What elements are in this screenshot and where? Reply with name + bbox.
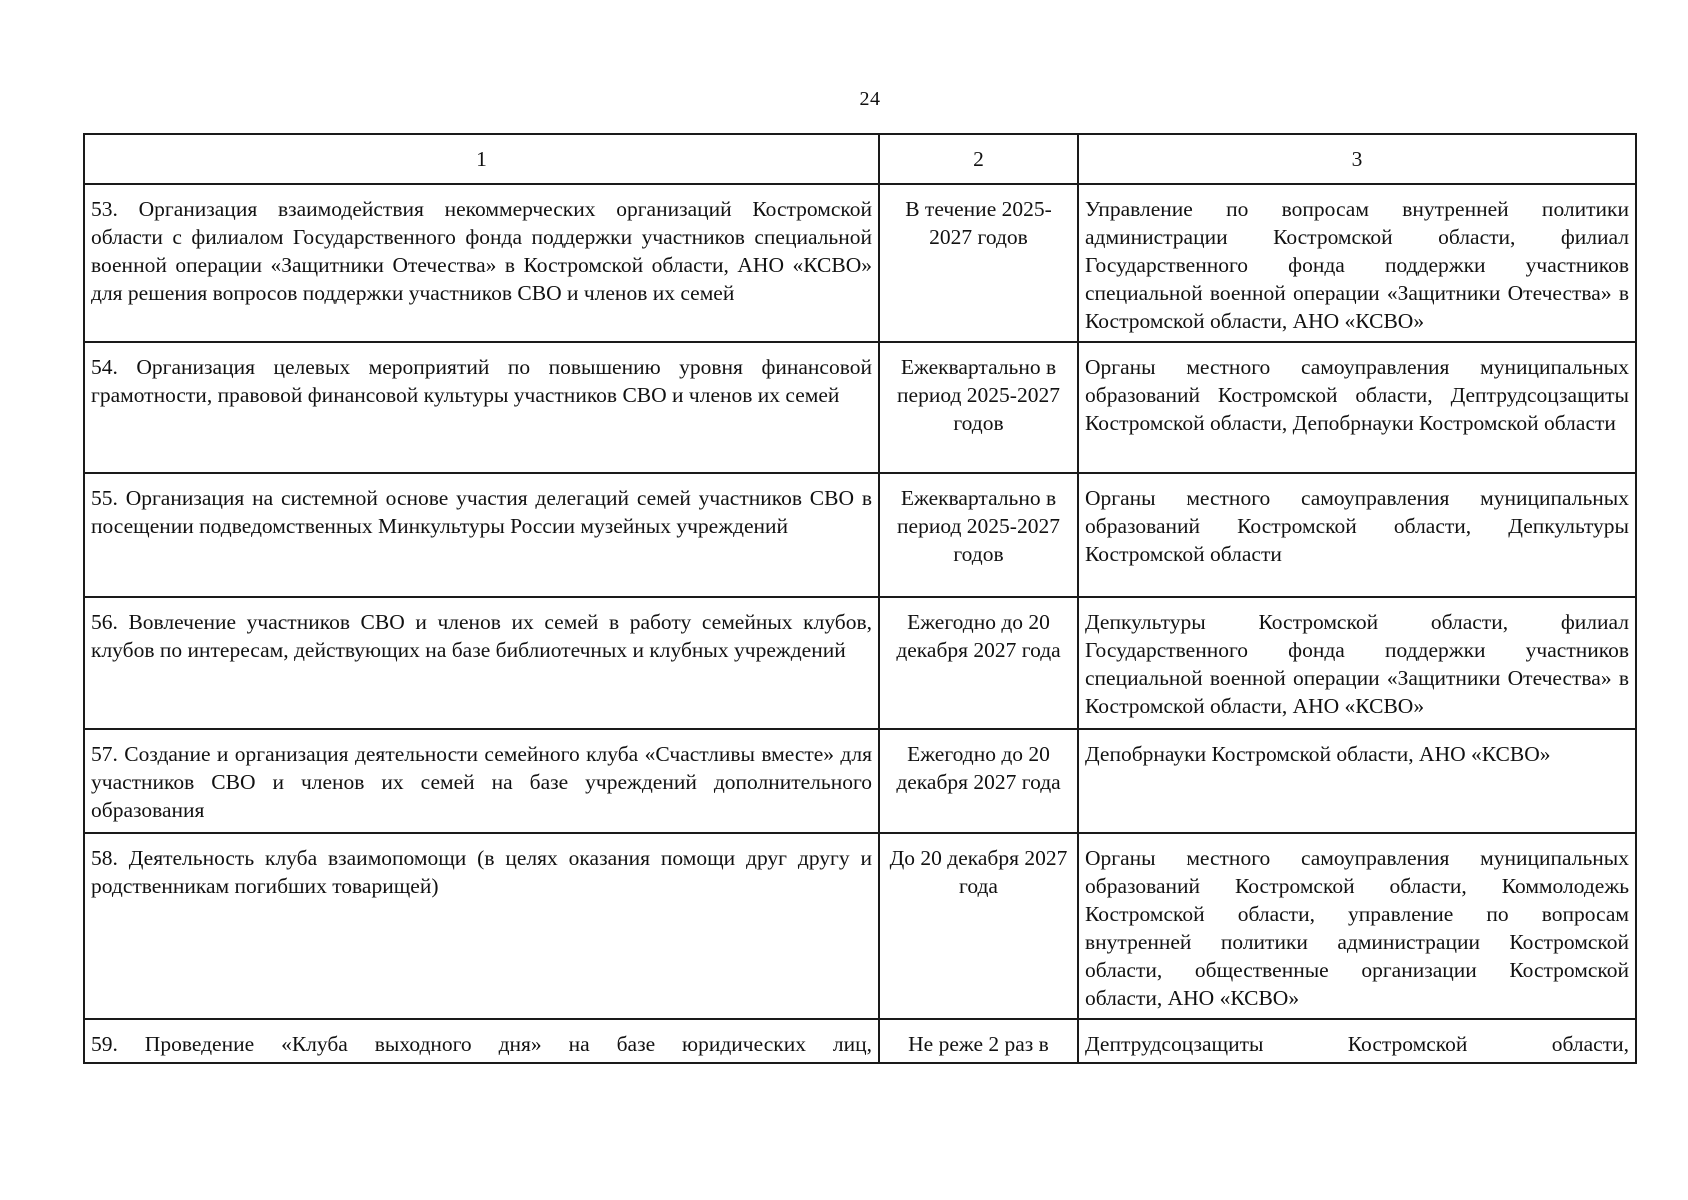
table-row xyxy=(84,342,1636,473)
table-row xyxy=(84,473,1636,597)
term-cell: До 20 декабря 2027 года xyxy=(889,846,1068,898)
column-header-3: 3 xyxy=(1078,134,1636,184)
task-cell: 57. Создание и организация деятельности семейного клуба «Счастливы вместе» для участников СВО и членов их семей на базе учреждений дополнительного образования xyxy=(91,742,872,822)
task-cell: 59. Проведение «Клуба выходного дня» на базе юридических лиц, xyxy=(91,1032,872,1056)
term-cell: Не реже 2 раз в xyxy=(908,1032,1049,1056)
responsible-cell: Депобрнауки Костромской области, АНО «КСВО» xyxy=(1085,742,1551,766)
table-header-row xyxy=(84,134,1636,184)
table-row xyxy=(84,729,1636,833)
table-row xyxy=(84,833,1636,1019)
table-row xyxy=(84,1019,1636,1063)
term-cell: Ежеквартально в период 2025-2027 годов xyxy=(897,486,1060,566)
action-plan-table xyxy=(83,133,1637,1064)
task-cell: 55. Организация на системной основе участия делегаций семей участников СВО в посещении подведомственных Минкультуры России музейных учреждений xyxy=(91,486,872,538)
column-header-1: 1 xyxy=(84,134,879,184)
task-cell: 56. Вовлечение участников СВО и членов их семей в работу семейных клубов, клубов по интересам, действующих на базе библиотечных и клубных учреждений xyxy=(91,610,872,662)
table-row xyxy=(84,597,1636,729)
term-cell: В течение 2025-2027 годов xyxy=(905,197,1052,249)
task-cell: 54. Организация целевых мероприятий по повышению уровня финансовой грамотности, правовой финансовой культуры участников СВО и членов их семей xyxy=(91,355,872,407)
responsible-cell: Органы местного самоуправления муниципальных образований Костромской области, Дептрудсоцзащиты Костромской области, Депобрнауки Костромской области xyxy=(1085,355,1629,435)
responsible-cell: Органы местного самоуправления муниципальных образований Костромской области, Коммолодежь Костромской области, управление по вопросам внутренней политики администрации Костромской области, общественные организации Костромской области, АНО «КСВО» xyxy=(1085,846,1629,1010)
responsible-cell: Управление по вопросам внутренней политики администрации Костромской области, филиал Государственного фонда поддержки участников специальной военной операции «Защитники Отечества» в Костромской области, АНО «КСВО» xyxy=(1085,197,1629,333)
term-cell: Ежегодно до 20 декабря 2027 года xyxy=(896,610,1061,662)
task-cell: 58. Деятельность клуба взаимопомощи (в целях оказания помощи друг другу и родственникам погибших товарищей) xyxy=(91,846,872,898)
column-header-2: 2 xyxy=(879,134,1078,184)
term-cell: Ежегодно до 20 декабря 2027 года xyxy=(896,742,1061,794)
term-cell: Ежеквартально в период 2025-2027 годов xyxy=(897,355,1060,435)
table-row xyxy=(84,184,1636,342)
responsible-cell: Органы местного самоуправления муниципальных образований Костромской области, Депкультуры Костромской области xyxy=(1085,486,1629,566)
responsible-cell: Депкультуры Костромской области, филиал Государственного фонда поддержки участников специальной военной операции «Защитники Отечества» в Костромской области, АНО «КСВО» xyxy=(1085,610,1629,718)
task-cell: 53. Организация взаимодействия некоммерческих организаций Костромской области с филиалом Государственного фонда поддержки участников специальной военной операции «Защитники Отечества» в Костромской области, АНО «КСВО» для решения вопросов поддержки участников СВО и членов их семей xyxy=(91,197,872,305)
responsible-cell: Дептрудсоцзащиты Костромской области, xyxy=(1085,1032,1629,1056)
page-number: 24 xyxy=(859,88,881,110)
